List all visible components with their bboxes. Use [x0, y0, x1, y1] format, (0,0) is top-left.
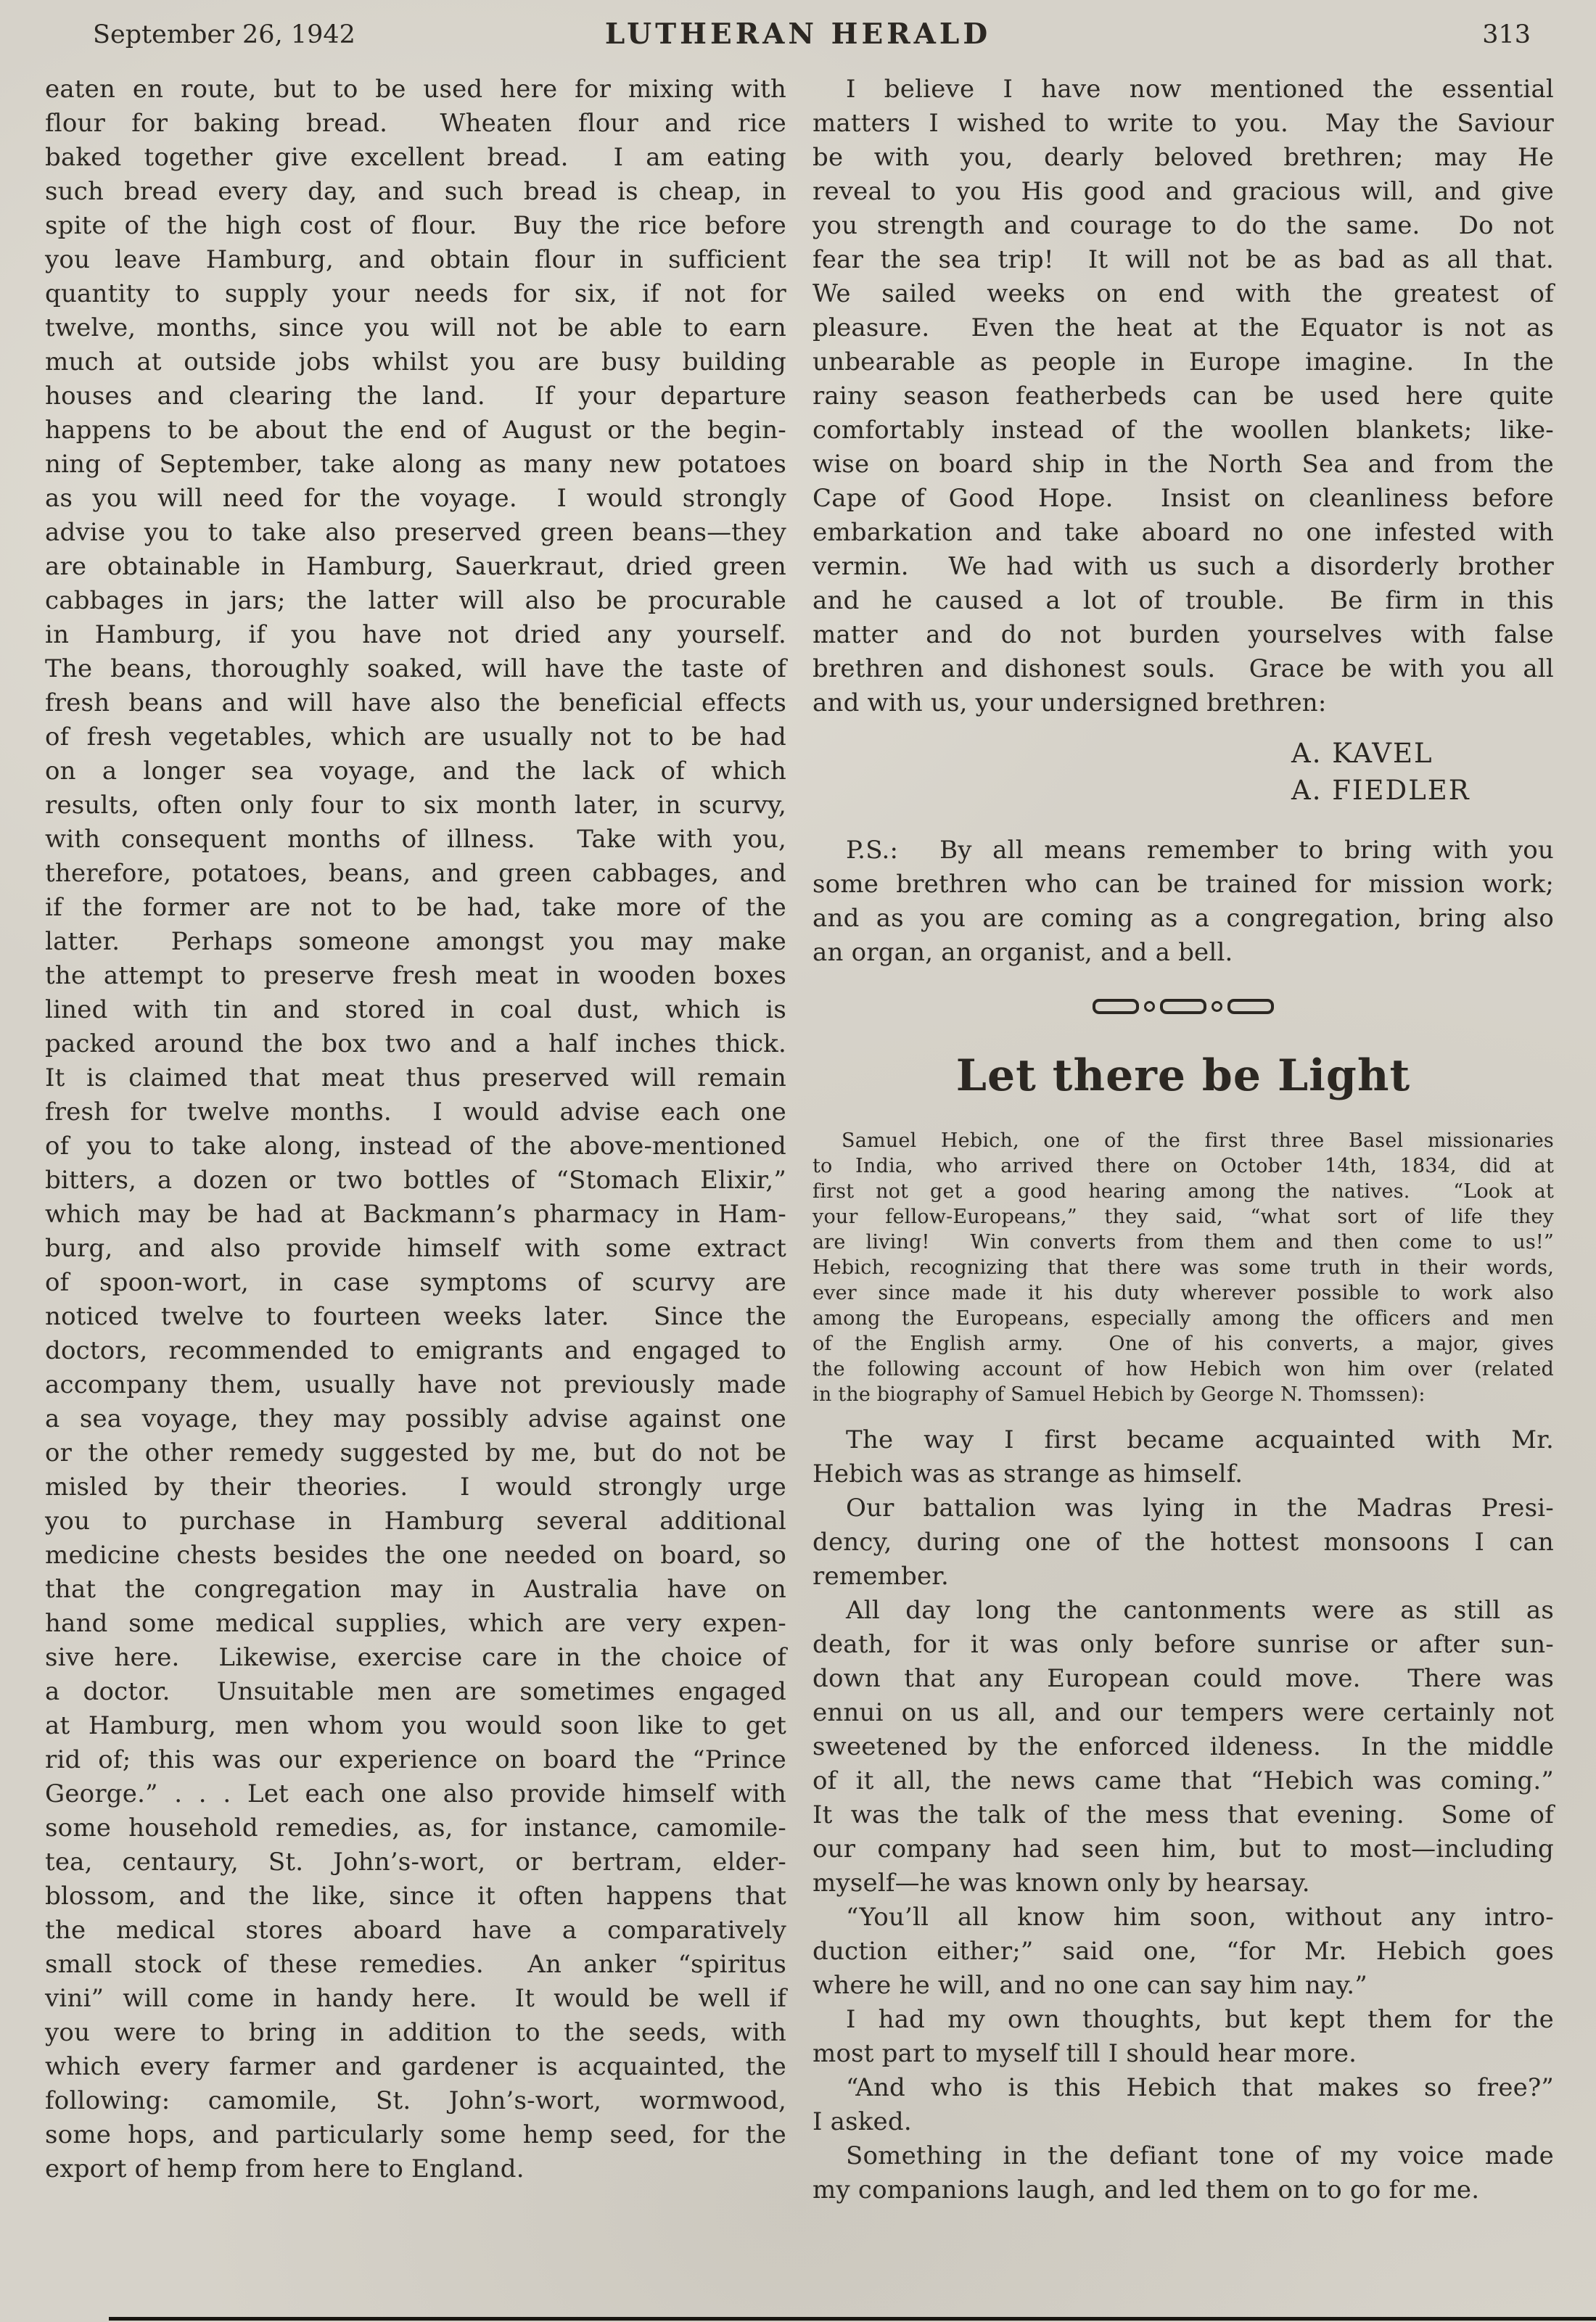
text-line: doctors, recommended to emigrants and engaged to [45, 1336, 786, 1365]
paragraph [813, 2003, 1554, 2071]
text-line: you strength and courage to do the same. Do not [813, 211, 1554, 240]
text-line: death, for it was only before sunrise or after sun- [813, 1630, 1554, 1659]
text-line: of spoon-wort, in case symptoms of scurvy are [45, 1268, 786, 1297]
text-line: the following account of how Hebich won him over (related [813, 1358, 1554, 1380]
text-line: unbearable as people in Europe imagine. In the [813, 347, 1554, 376]
paragraph [813, 1423, 1554, 1491]
text-line: dency, during one of the hottest monsoons I can [813, 1528, 1554, 1557]
text-line: therefore, potatoes, beans, and green cabbages, and [45, 859, 786, 888]
text-line: a sea voyage, they may possibly advise against one [45, 1404, 786, 1433]
text-line: of it all, the news came that “Hebich was coming.” [813, 1766, 1554, 1795]
text-line: as you will need for the voyage. I would strongly [45, 484, 786, 513]
text-line: medicine chests besides the one needed on board, so [45, 1541, 786, 1570]
text-line: or the other remedy suggested by me, but do not be [45, 1438, 786, 1467]
text-line: are living! Win converts from them and then come to us!” [813, 1231, 1554, 1253]
text-line: myself—he was known only by hearsay. [813, 1869, 1310, 1898]
paragraph [813, 1491, 1554, 1594]
text-line: you to purchase in Hamburg several additional [45, 1507, 786, 1536]
text-line: where he will, and no one can say him nay.” [813, 1971, 1367, 2000]
text-line: some household remedies, as, for instance, camomile- [45, 1813, 786, 1843]
postscript-text [813, 833, 1554, 970]
article-intro-text [813, 1128, 1554, 1407]
text-line: fresh beans and will have also the beneficial effects [45, 688, 786, 717]
text-line: be with you, dearly beloved brethren; may He [813, 143, 1554, 172]
text-line: vermin. We had with us such a disorderly brother [813, 552, 1554, 581]
text-line: and with us, your undersigned brethren: [813, 688, 1327, 717]
letter-signatures [813, 735, 1554, 809]
text-line: first not get a good hearing among the natives. “Look at [813, 1180, 1554, 1203]
right-column [813, 73, 1554, 2207]
text-line: embarkation and take aboard no one infested with [813, 518, 1554, 547]
page-header [0, 16, 1596, 62]
text-line: tea, centaury, St. John’s-wort, or bertram, elder- [45, 1848, 786, 1877]
text-line: down that any European could move. There was [813, 1664, 1554, 1693]
text-line: ennui on us all, and our tempers were certainly not [813, 1698, 1554, 1727]
text-line: following: camomile, St. John’s-wort, wormwood, [45, 2086, 786, 2115]
text-line: misled by their theories. I would strongly urge [45, 1473, 786, 1502]
text-line: rid of; this was our experience on board the “Prince [45, 1745, 786, 1774]
text-line: in Hamburg, if you have not dried any yourself. [45, 620, 786, 649]
text-line: some hops, and particularly some hemp seed, for the [45, 2120, 786, 2149]
article-body-text [813, 1423, 1554, 2207]
text-line: spite of the high cost of flour. Buy the rice before [45, 211, 786, 240]
text-line: remember. [813, 1562, 949, 1591]
text-line: sweetened by the enforced ildeness. In the middle [813, 1732, 1554, 1761]
text-line: most part to myself till I should hear more. [813, 2039, 1357, 2068]
text-line: of you to take along, instead of the above-mentioned [45, 1132, 786, 1161]
text-line: twelve, months, since you will not be able to earn [45, 313, 786, 342]
text-line: matter and do not burden yourselves with false [813, 620, 1554, 649]
text-line: noticed twelve to fourteen weeks later. Since the [45, 1302, 786, 1331]
signature-name: A. KAVEL [1291, 738, 1433, 769]
divider-pill-icon [1093, 999, 1139, 1014]
text-line: I believe I have now mentioned the essential [846, 75, 1554, 104]
divider-dot-icon [1144, 1001, 1155, 1012]
text-line: the attempt to preserve fresh meat in wooden boxes [45, 961, 786, 990]
text-line: such bread every day, and such bread is cheap, in [45, 177, 786, 206]
text-line: export of hemp from here to England. [45, 2154, 525, 2183]
left-column [45, 73, 786, 2186]
text-line: among the Europeans, especially among the officers and men [813, 1307, 1554, 1330]
text-line: you leave Hamburg, and obtain flour in sufficient [45, 245, 786, 274]
text-line: wise on board ship in the North Sea and from the [813, 450, 1554, 479]
text-line: sive here. Likewise, exercise care in the choice of [45, 1643, 786, 1672]
text-line: quantity to supply your needs for six, if not for [45, 279, 786, 308]
text-line: and he caused a lot of trouble. Be firm in this [813, 586, 1554, 615]
text-line: duction either;” said one, “for Mr. Hebich goes [813, 1937, 1554, 1966]
text-line: It was the talk of the mess that evening. Some of [813, 1800, 1554, 1829]
paragraph [813, 1128, 1554, 1407]
paragraph [813, 1594, 1554, 1901]
text-line: P.S.: By all means remember to bring with you [846, 836, 1554, 865]
text-line: that the congregation may in Australia have on [45, 1575, 786, 1604]
text-line: a doctor. Unsuitable men are sometimes engaged [45, 1677, 786, 1706]
text-line: of the English army. One of his converts, a major, gives [813, 1333, 1554, 1355]
text-line: in the biography of Samuel Hebich by George N. Thomssen): [813, 1383, 1426, 1406]
text-line: The beans, thoroughly soaked, will have the taste of [45, 654, 786, 683]
text-line: accompany them, usually have not previously made [45, 1370, 786, 1399]
text-line: rainy season featherbeds can be used here quite [813, 382, 1554, 411]
text-line: to India, who arrived there on October 14th, 1834, did at [813, 1155, 1554, 1177]
text-line: pleasure. Even the heat at the Equator is not as [813, 313, 1554, 342]
text-line: George.” . . . Let each one also provide himself with [45, 1779, 786, 1808]
text-line: with consequent months of illness. Take with you, [45, 825, 786, 854]
page-number: 313 [1482, 20, 1531, 49]
paragraph [813, 73, 1554, 720]
text-line: hand some medical supplies, which are very expen- [45, 1609, 786, 1638]
text-line: latter. Perhaps someone amongst you may make [45, 927, 786, 956]
text-line: “And who is this Hebich that makes so free?” [846, 2073, 1554, 2102]
text-line: All day long the cantonments were as still as [846, 1596, 1554, 1625]
text-line: reveal to you His good and gracious will, and give [813, 177, 1554, 206]
text-line: I asked. [813, 2107, 912, 2136]
text-line: my companions laugh, and led them on to go for me. [813, 2175, 1480, 2204]
text-line: results, often only four to six month later, in scurvy, [45, 791, 786, 820]
text-line: of fresh vegetables, which are usually not to be had [45, 722, 786, 752]
text-line: ning of September, take along as many new potatoes [45, 450, 786, 479]
text-line: if the former are not to be had, take more of the [45, 893, 786, 922]
text-line: lined with tin and stored in coal dust, which is [45, 995, 786, 1024]
text-line: matters I wished to write to you. May the Saviour [813, 109, 1554, 138]
text-line: Hebich was as strange as himself. [813, 1460, 1243, 1489]
divider-pill-icon [1227, 999, 1274, 1014]
text-line: We sailed weeks on end with the greatest of [813, 279, 1554, 308]
text-line: some brethren who can be trained for mission work; [813, 870, 1554, 899]
issue-date: September 26, 1942 [93, 20, 355, 49]
text-line: The way I first became acquainted with Mr. [846, 1425, 1554, 1454]
text-line: vini” will come in handy here. It would be well if [45, 1984, 786, 2013]
text-line: bitters, a dozen or two bottles of “Stomach Elixir,” [45, 1166, 786, 1195]
text-line: comfortably instead of the woollen blankets; like- [813, 416, 1554, 445]
text-line: burg, and also provide himself with some extract [45, 1234, 786, 1263]
text-line: brethren and dishonest souls. Grace be with you all [813, 654, 1554, 683]
text-line: fear the sea trip! It will not be as bad as all that. [813, 245, 1554, 274]
paragraph [813, 1901, 1554, 2003]
text-line: Hebich, recognizing that there was some truth in their words, [813, 1256, 1554, 1279]
text-line: Our battalion was lying in the Madras Presi- [846, 1494, 1554, 1523]
paragraph [45, 73, 786, 2186]
text-line: cabbages in jars; the latter will also be procurable [45, 586, 786, 615]
text-line: houses and clearing the land. If your departure [45, 382, 786, 411]
publication-title: LUTHERAN HERALD [604, 17, 992, 51]
section-divider-ornament [813, 997, 1554, 1015]
text-line: Cape of Good Hope. Insist on cleanliness before [813, 484, 1554, 513]
text-line: an organ, an organist, and a bell. [813, 938, 1233, 967]
text-line: packed around the box two and a half inches thick. [45, 1029, 786, 1058]
divider-pill-icon [1160, 999, 1206, 1014]
article-title: Let there be Light [955, 1050, 1411, 1101]
text-line: “You’ll all know him soon, without any intro- [846, 1903, 1554, 1932]
letter-continuation-text [45, 73, 786, 2186]
text-line: the medical stores aboard have a comparatively [45, 1916, 786, 1945]
text-line: and as you are coming as a congregation, bring also [813, 904, 1554, 933]
scan-edge-line [109, 2317, 1596, 2321]
text-line: small stock of these remedies. An anker “spiritus [45, 1950, 786, 1979]
text-line: flour for baking bread. Wheaten flour and rice [45, 109, 786, 138]
paragraph [813, 2071, 1554, 2139]
text-line: ever since made it his duty wherever possible to work also [813, 1282, 1554, 1304]
divider-dot-icon [1212, 1001, 1222, 1012]
text-line: happens to be about the end of August or the begin- [45, 416, 786, 445]
text-line: It is claimed that meat thus preserved will remain [45, 1063, 786, 1092]
text-line: fresh for twelve months. I would advise each one [45, 1098, 786, 1127]
text-line: Samuel Hebich, one of the first three Basel missionaries [842, 1129, 1554, 1152]
text-line: are obtainable in Hamburg, Sauerkraut, dried green [45, 552, 786, 581]
text-line: Something in the defiant tone of my voice made [846, 2141, 1554, 2170]
text-line: your fellow-Europeans,” they said, “what sort of life they [813, 1206, 1554, 1228]
text-line: I had my own thoughts, but kept them for the [846, 2005, 1554, 2034]
text-line: at Hamburg, men whom you would soon like to get [45, 1711, 786, 1740]
text-line: much at outside jobs whilst you are busy building [45, 347, 786, 376]
signature-name: A. FIEDLER [1291, 775, 1470, 806]
text-line: advise you to take also preserved green beans—they [45, 518, 786, 547]
text-line: which may be had at Backmann’s pharmacy in Ham- [45, 1200, 786, 1229]
text-line: you were to bring in addition to the seeds, with [45, 2018, 786, 2047]
letter-closing-text [813, 73, 1554, 720]
text-line: baked together give excellent bread. I am eating [45, 143, 786, 172]
paragraph [813, 2139, 1554, 2207]
paragraph [813, 833, 1554, 970]
text-line: blossom, and the like, since it often happens that [45, 1882, 786, 1911]
text-line: which every farmer and gardener is acquainted, the [45, 2052, 786, 2081]
text-line: our company had seen him, but to most—including [813, 1835, 1554, 1864]
text-line: eaten en route, but to be used here for mixing with [45, 75, 786, 104]
text-line: on a longer sea voyage, and the lack of which [45, 757, 786, 786]
